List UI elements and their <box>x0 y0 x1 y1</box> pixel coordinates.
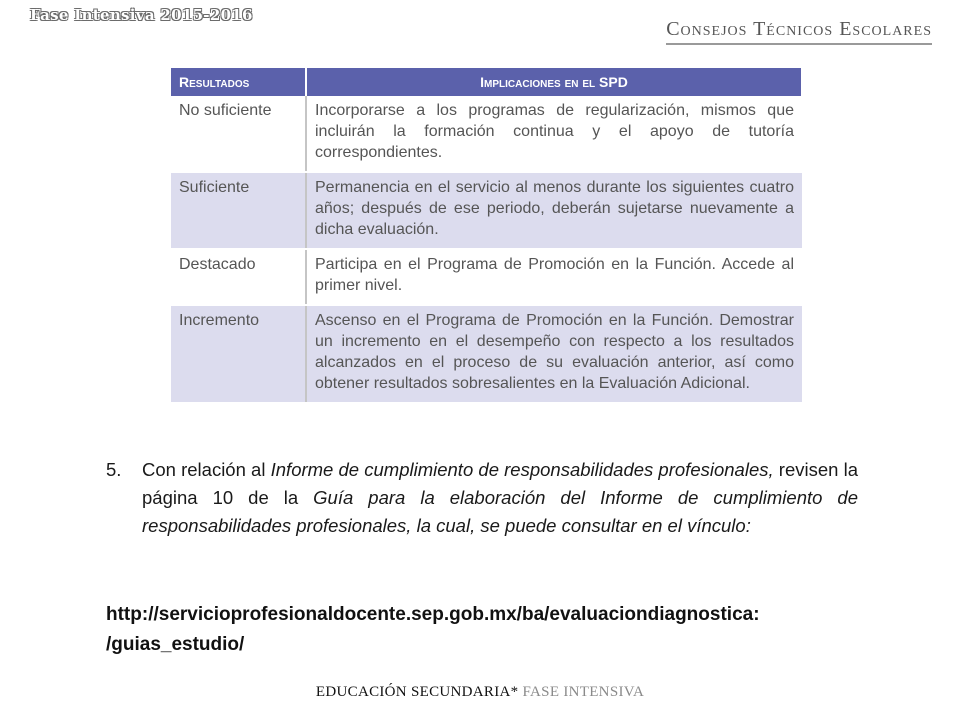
cell-result: Incremento <box>171 305 306 403</box>
table-row <box>171 96 802 172</box>
list-item-5 <box>106 456 858 540</box>
document-title-italic: Informe de cumplimiento de responsabilidades profesionales, <box>270 459 774 480</box>
cell-implication: Ascenso en el Programa de Promoción en la Función. Demostrar un incremento en el desempeño con respecto a los resultados alcanzados en el proceso de su evaluación anterior, así como obtener resultados sobresalientes en la Evaluación Adicional. <box>306 305 802 403</box>
reference-url[interactable] <box>106 600 866 660</box>
footer-phase: FASE INTENSIVA <box>522 684 645 700</box>
table-row <box>171 249 802 305</box>
cell-implication: Incorporarse a los programas de regularización, mismos que incluirán la formación continua y el apoyo de tutoría correspondientes. <box>306 96 802 172</box>
cell-result: Destacado <box>171 249 306 305</box>
footer-level: EDUCACIÓN SECUNDARIA* <box>315 684 523 700</box>
table-row <box>171 305 802 403</box>
list-item-text <box>142 456 858 540</box>
url-line-2[interactable]: /guias_estudio/ <box>106 634 245 655</box>
url-line-1[interactable]: http://servicioprofesionaldocente.sep.gob.mx/ba/evaluaciondiagnostica: <box>106 604 760 625</box>
list-item-number: 5. <box>106 459 122 480</box>
cell-implication: Participa en el Programa de Promoción en la Función. Accede al primer nivel. <box>306 249 802 305</box>
text-run: Con relación al <box>142 459 271 480</box>
cell-result: No suficiente <box>171 96 306 172</box>
page-footer <box>0 684 960 701</box>
table-row <box>171 172 802 249</box>
header-phase-label: Fase Intensiva 2015-2016 <box>30 6 253 24</box>
cell-result: Suficiente <box>171 172 306 249</box>
cell-implication: Permanencia en el servicio al menos durante los siguientes cuatro años; después de ese periodo, deberán sujetarse nuevamente a dicha evaluación. <box>306 172 802 249</box>
header-title: Consejos Técnicos Escolares <box>666 18 932 45</box>
text-run: revisen la página 10 de la <box>142 459 858 508</box>
column-header-implications: Implicaciones en el SPD <box>306 68 802 96</box>
guide-title-italic: Guía para la elaboración del Informe de cumplimiento de responsabilidades profesionales, la cual, se puede consultar en el vínculo: <box>142 487 859 536</box>
results-table <box>171 68 803 404</box>
column-header-results: Resultados <box>171 68 306 96</box>
table-header-row <box>171 68 802 96</box>
